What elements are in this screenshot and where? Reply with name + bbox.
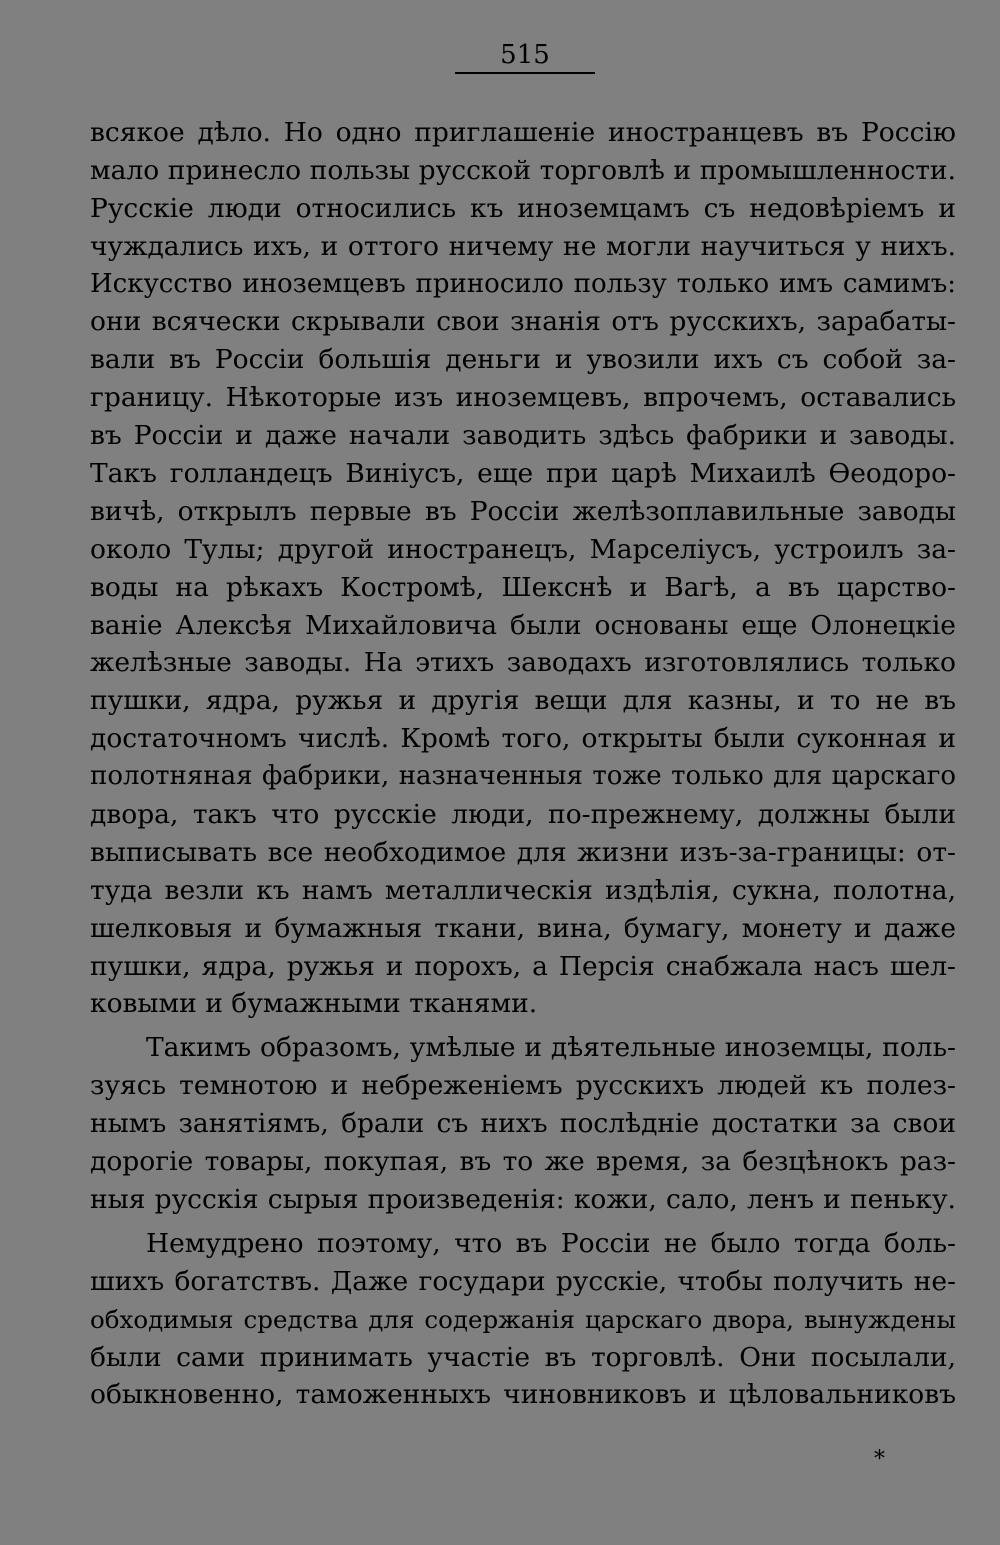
text-line: они всячески скрывали свои знанія отъ русскихъ, зарабаты- — [90, 306, 956, 338]
paragraph-2 — [90, 1029, 956, 1218]
text-line: обыкновенно, таможенныхъ чиновниковъ и цѣловальниковъ — [90, 1379, 956, 1411]
text-line: пушки, ядра, ружья и другія вещи для казны, и то не въ — [90, 685, 956, 717]
text-line: полотняная фабрики, назначенныя тоже только для царскаго — [90, 761, 956, 792]
header-rule — [455, 72, 595, 74]
text-line: шихъ богатствъ. Даже государи русскіе, чтобы получить не- — [90, 1265, 956, 1297]
text-line: желѣзные заводы. На этихъ заводахъ изготовлялись только — [90, 647, 956, 679]
text-line: въ Россіи и даже начали заводить здѣсь фабрики и заводы. — [90, 420, 956, 452]
text-line: нымъ занятіямъ, брали съ нихъ послѣдніе достатки за свои — [90, 1108, 956, 1140]
text-line: выписывать все необходимое для жизни изъ-за-границы: от- — [90, 836, 956, 868]
text-line: двора, такъ что русскіе люди, по-прежнему, должны были — [90, 799, 956, 831]
text-line: всякое дѣло. Но одно приглашеніе иностранцевъ въ Россію — [90, 117, 956, 148]
text-line: воды на рѣкахъ Костромѣ, Шекснѣ и Вагѣ, а въ царство- — [90, 571, 956, 603]
text-line: ныя русскія сырыя произведенія: кожи, сало, ленъ и пеньку. — [90, 1183, 956, 1215]
text-line: чуждались ихъ, и оттого ничему не могли научиться у нихъ. — [90, 230, 956, 262]
text-line: пушки, ядра, ружья и порохъ, а Персія снабжала насъ шел- — [90, 950, 956, 982]
text-line: туда везли къ намъ металлическія издѣлія, сукна, полотна, — [90, 874, 956, 906]
text-line: границу. Нѣкоторые изъ иноземцевъ, впрочемъ, оставались — [90, 382, 956, 414]
text-line: Такъ голландецъ Виніусъ, еще при царѣ Михаилѣ Ѳеодоро- — [90, 458, 956, 490]
paragraph-1 — [90, 114, 956, 1023]
text-line: вичѣ, открылъ первые въ Россіи желѣзоплавильные заводы — [90, 495, 956, 527]
text-line: Русскіе люди относились къ иноземцамъ съ недовѣріемъ и — [90, 192, 956, 224]
text-line: Искусство иноземцевъ приносило пользу только имъ самимъ: — [90, 268, 956, 299]
text-line: шелковыя и бумажныя ткани, вина, бумагу, монету и даже — [90, 912, 956, 944]
text-line: Такимъ образомъ, умѣлые и дѣятельные иноземцы, поль- — [146, 1032, 956, 1064]
footer-mark: * — [874, 1447, 885, 1472]
page-number: 515 — [500, 40, 550, 70]
text-line: были сами принимать участіе въ торговлѣ. Они посылали, — [90, 1341, 956, 1373]
text-line: ковыми и бумажными тканями. — [90, 988, 538, 1020]
text-line: мало принесло пользы русской торговлѣ и промышленности. — [90, 154, 956, 186]
paragraph-3 — [90, 1225, 956, 1414]
text-line: ваніе Алексѣя Михайловича были основаны еще Олонецкіе — [90, 609, 956, 641]
body-text — [90, 114, 956, 1414]
text-line: зуясь темнотою и небреженіемъ русскихъ людей къ полез- — [90, 1070, 956, 1102]
text-line: около Тулы; другой иностранецъ, Марселіусъ, устроилъ за- — [90, 533, 956, 565]
text-line: дорогіе товары, покупая, въ то же время, за безцѣнокъ раз- — [90, 1146, 956, 1178]
text-line: обходимыя средства для содержанія царскаго двора, вынуждены — [90, 1304, 956, 1334]
text-line: достаточномъ числѣ. Кромѣ того, открыты были суконная и — [90, 723, 956, 755]
text-line: Немудрено поэтому, что въ Россіи не было тогда боль- — [146, 1227, 956, 1259]
text-line: вали въ Россіи большія деньги и увозили ихъ съ собой за- — [90, 344, 956, 376]
